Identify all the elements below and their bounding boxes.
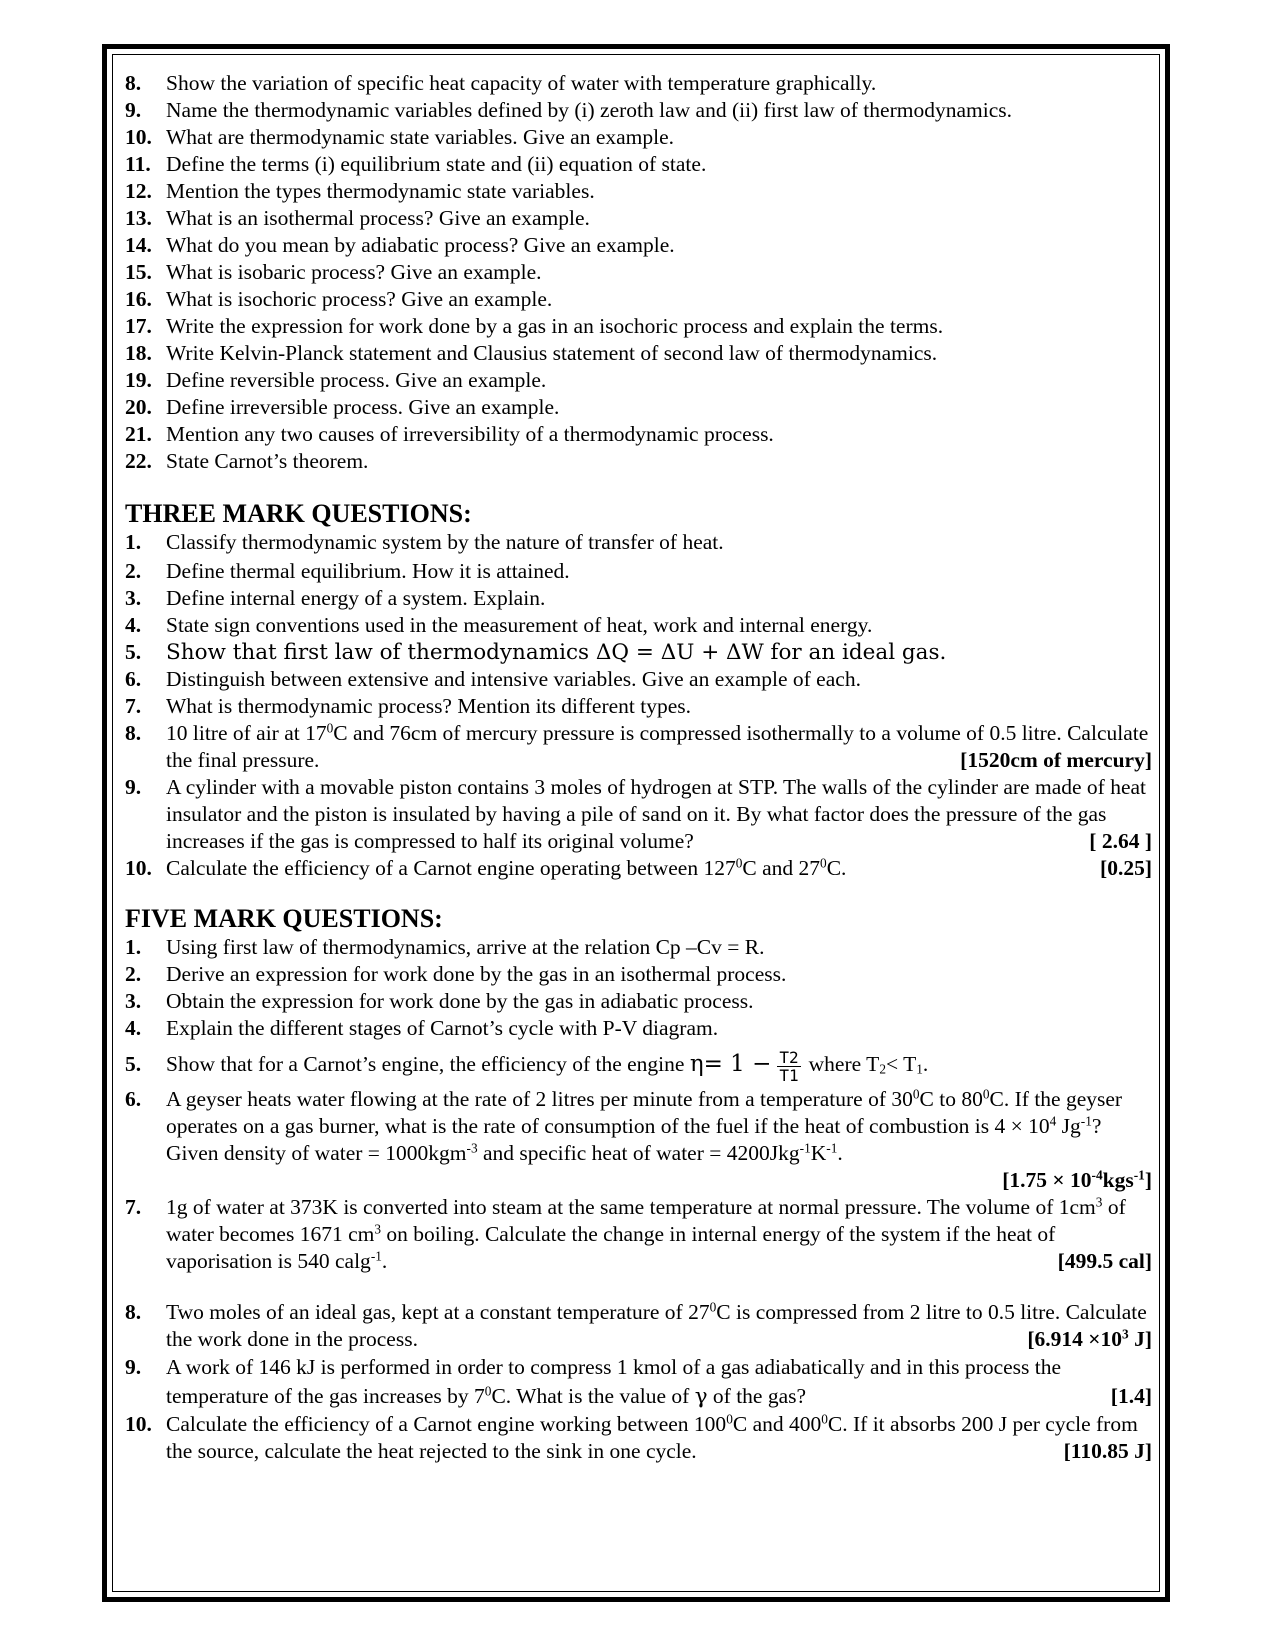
question-item: 10. Calculate the efficiency of a Carnot engine working between $100^0C$ and $400^0C$. If it absorbs 200 J per cycle from the source, calculate the heat rejected to the sink in one cycle. [110.85 J]: [125, 1411, 1152, 1463]
question-item: 10. What are thermodynamic state variables. Give an example.: [125, 125, 675, 149]
five-mark-questions: [125, 934, 1152, 1465]
question-item: 7. What is thermodynamic process? Mention its different types.: [125, 694, 692, 718]
question-item: 8. 10 litre of air at $17^0C$ and 76cm of mercury pressure is compressed isothermally to a volume of 0.5 litre. Calculate the final pressure. [1520cm of mercury]: [125, 720, 1152, 772]
question-item: 4. State sign conventions used in the measurement of heat, work and internal energy.: [125, 613, 873, 637]
question-item: 17. Write the expression for work done by a gas in an isochoric process and explain the terms.: [125, 314, 944, 338]
question-item: 8. Two moles of an ideal gas, kept at a constant temperature of $27^0C$ is compressed from 2 litre to 0.5 litre. Calculate the work done in the process. [$6.914 \times 10^3$ J]: [125, 1299, 1152, 1351]
answer-label: [499.5 cal]: [1057, 1249, 1152, 1273]
question-item: 5. Show that first law of thermodynamics ΔQ = ΔU + ΔW for an ideal gas.: [125, 640, 947, 665]
fraction: $\frac{T2}{T1}$: [779, 1047, 799, 1085]
question-item: 9. Name the thermodynamic variables defined by (i) zeroth law and (ii) first law of thermodynamics.: [125, 98, 1012, 122]
answer-label: [1520cm of mercury]: [960, 748, 1152, 772]
question-item: 1. Using first law of thermodynamics, arrive at the relation Cp –Cv = R.: [125, 935, 765, 959]
question-item: 21. Mention any two causes of irreversibility of a thermodynamic process.: [125, 422, 774, 446]
question-item: 10. Calculate the efficiency of a Carnot engine operating between $127^0C$ and $27^0C$. [0.25]: [125, 855, 1152, 880]
question-item: 15. What is isobaric process? Give an example.: [125, 260, 542, 284]
question-item: 22. State Carnot’s theorem.: [125, 449, 369, 473]
question-item: 14. What do you mean by adiabatic process? Give an example.: [125, 233, 675, 257]
question-item: 3. Define internal energy of a system. Explain.: [125, 586, 546, 610]
question-item: 3. Obtain the expression for work done by the gas in adiabatic process.: [125, 989, 754, 1013]
answer-label: [0.25]: [1100, 856, 1152, 880]
question-item: 8. Show the variation of specific heat capacity of water with temperature graphically.: [125, 71, 877, 95]
short-answer-questions: [125, 70, 1152, 475]
question-item: 1. Classify thermodynamic system by the nature of transfer of heat.: [125, 530, 724, 554]
three-mark-questions: [125, 529, 1152, 882]
question-item: 6. Distinguish between extensive and intensive variables. Give an example of each.: [125, 667, 861, 691]
question-item: 18. Write Kelvin-Planck statement and Clausius statement of second law of thermodynamics.: [125, 341, 938, 365]
question-item: 11. Define the terms (i) equilibrium state and (ii) equation of state.: [125, 152, 707, 176]
question-item: 7. 1g of water at 373K is converted into steam at the same temperature at normal pressure. The volume of $1cm^3$ of water becomes 1671 $cm^3$ on boiling. Calculate the change in internal energy of the system if the heat of vaporisation is 540 calg$^{-1}$. [499.5 cal]: [125, 1194, 1152, 1273]
three-mark-heading: THREE MARK QUESTIONS:: [125, 499, 472, 528]
answer-label: $[1.75 \times 10^{-4}kgs^{-1}]$: [1002, 1167, 1152, 1192]
question-item: 2. Derive an expression for work done by the gas in an isothermal process.: [125, 962, 787, 986]
efficiency-formula: η= 1 −: [689, 1051, 772, 1077]
answer-label: [1.4]: [1110, 1384, 1152, 1408]
question-item: 20. Define irreversible process. Give an example.: [125, 395, 560, 419]
question-item: 13. What is an isothermal process? Give an example.: [125, 206, 590, 230]
question-item: 12. Mention the types thermodynamic state variables.: [125, 179, 595, 203]
question-item: 2. Define thermal equilibrium. How it is attained.: [125, 559, 570, 583]
question-item: 6. A geyser heats water flowing at the rate of 2 litres per minute from a temperature of $30^0C$ to $80^0C$. If the geyser operates on a gas burner, what is the rate of consumption of the fuel if the heat of combustion is $4 \times 10^4$ $Jg^{-1}$? Given density of water = 1000kgm$^{-3}$ and specific heat of water = $4200Jkg^{-1}K^{-1}$. $[1.75 \times 10^{-4}kgs^{-1}]$: [125, 1086, 1152, 1192]
answer-label: [$6.914 \times 10^3$ J]: [1027, 1326, 1152, 1351]
answer-label: [110.85 J]: [1063, 1439, 1152, 1463]
question-item: 9. A work of 146 kJ is performed in order to compress 1 kmol of a gas adiabatically and in this process the temperature of the gas increases by $7^0C$. What is the value of γ of the gas? [1.4]: [125, 1355, 1152, 1409]
question-item: 9. A cylinder with a movable piston contains 3 moles of hydrogen at STP. The walls of the cylinder are made of heat insulator and the piston is insulated by having a pile of sand on it. By what factor does the pressure of the gas increases if the gas is compressed to half its original volume? [ 2.64 ]: [125, 775, 1152, 853]
question-item: 19. Define reversible process. Give an example.: [125, 368, 547, 392]
five-mark-heading: FIVE MARK QUESTIONS:: [125, 904, 443, 933]
question-item: 5. Show that for a Carnot’s engine, the efficiency of the engine η= 1 − $\frac{T2}{T1}$ where $T_2< T_1$.: [125, 1047, 929, 1085]
answer-label: [ 2.64 ]: [1089, 829, 1152, 853]
question-item: 4. Explain the different stages of Carnot’s cycle with P-V diagram.: [125, 1016, 719, 1040]
question-item: 16. What is isochoric process? Give an example.: [125, 287, 553, 311]
question-sheet: [125, 70, 1152, 1465]
